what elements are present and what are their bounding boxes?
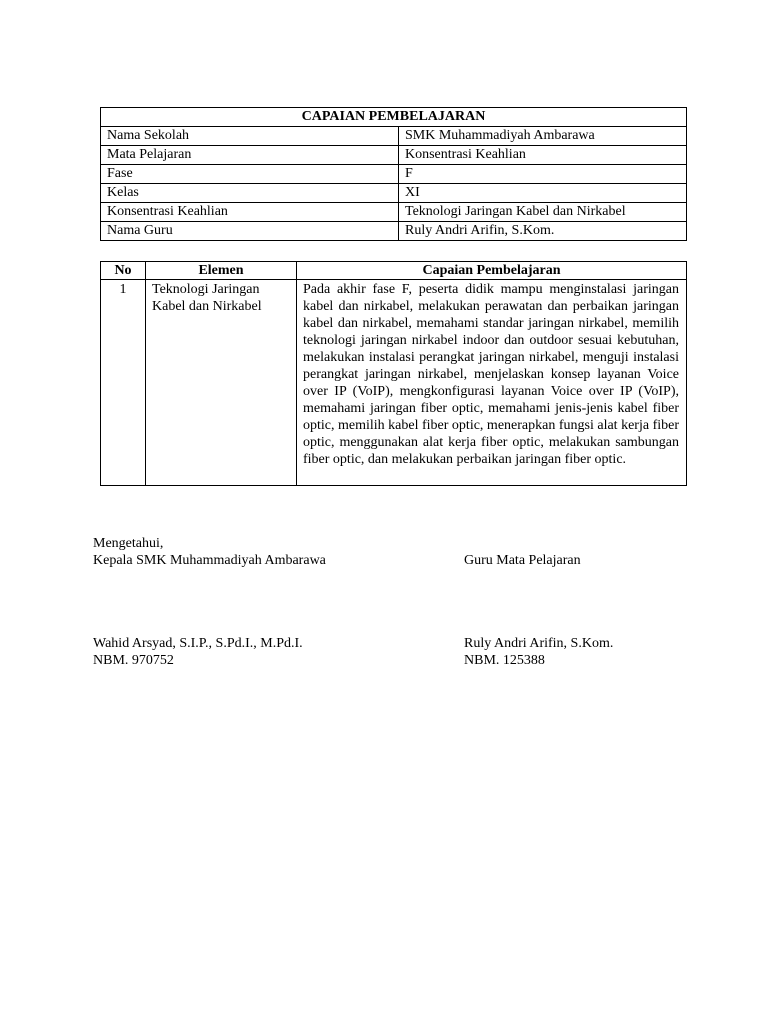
teacher-name: Ruly Andri Arifin, S.Kom. <box>464 636 614 651</box>
identity-table <box>100 107 687 241</box>
identity-row-class <box>101 184 687 203</box>
row-element: Teknologi Jaringan Kabel dan Nirkabel <box>146 280 297 486</box>
outcomes-header-row <box>101 262 687 280</box>
document-title: CAPAIAN PEMBELAJARAN <box>101 108 687 127</box>
signature-space <box>93 569 326 635</box>
identity-row-teacher <box>101 222 687 241</box>
identity-value: XI <box>399 184 687 203</box>
principal-id: NBM. 970752 <box>93 653 174 668</box>
identity-label: Konsentrasi Keahlian <box>101 203 399 222</box>
identity-value: Teknologi Jaringan Kabel dan Nirkabel <box>399 203 687 222</box>
identity-label: Nama Guru <box>101 222 399 241</box>
header-no: No <box>101 262 146 280</box>
signature-block-right <box>464 552 613 669</box>
teacher-id: NBM. 125388 <box>464 653 545 668</box>
identity-value: F <box>399 165 687 184</box>
acknowledged-label: Mengetahui, <box>93 536 164 551</box>
signature-space <box>464 569 613 635</box>
identity-label: Fase <box>101 165 399 184</box>
learning-outcomes-table <box>100 261 687 486</box>
header-element: Elemen <box>146 262 297 280</box>
identity-label: Mata Pelajaran <box>101 146 399 165</box>
teacher-title: Guru Mata Pelajaran <box>464 553 581 568</box>
identity-value: Ruly Andri Arifin, S.Kom. <box>399 222 687 241</box>
identity-row-subject <box>101 146 687 165</box>
identity-row-phase <box>101 165 687 184</box>
identity-value: SMK Muhammadiyah Ambarawa <box>399 127 687 146</box>
identity-title-row <box>101 108 687 127</box>
identity-value: Konsentrasi Keahlian <box>399 146 687 165</box>
identity-label: Nama Sekolah <box>101 127 399 146</box>
identity-row-concentration <box>101 203 687 222</box>
header-outcome: Capaian Pembelajaran <box>297 262 687 280</box>
row-number: 1 <box>101 280 146 486</box>
principal-title: Kepala SMK Muhammadiyah Ambarawa <box>93 553 326 568</box>
identity-row-school <box>101 127 687 146</box>
principal-name: Wahid Arsyad, S.I.P., S.Pd.I., M.Pd.I. <box>93 636 303 651</box>
row-outcome-description: Pada akhir fase F, peserta didik mampu menginstalasi jaringan kabel dan nirkabel, melakukan perawatan dan perbaikan jaringan kabel dan nirkabel, memahami standar jaringan nirkabel, memilih teknologi jaringan nirkabel indoor dan outdoor sesuai kebutuhan, melakukan instalasi perangkat jaringan nirkabel, menguji instalasi perangkat jaringan nirkabel, menjelaskan konsep layanan Voice over IP (VoIP), mengkonfigurasi layanan Voice over IP (VoIP), memahami jaringan fiber optic, memahami jenis-jenis kabel fiber optic, memilih kabel fiber optic, menerapkan fungsi alat kerja fiber optic, menggunakan alat kerja fiber optic, melakukan sambungan fiber optic, dan melakukan perbaikan jaringan fiber optic. <box>297 280 687 486</box>
table-row <box>101 280 687 486</box>
signature-block-left <box>93 535 326 669</box>
identity-label: Kelas <box>101 184 399 203</box>
